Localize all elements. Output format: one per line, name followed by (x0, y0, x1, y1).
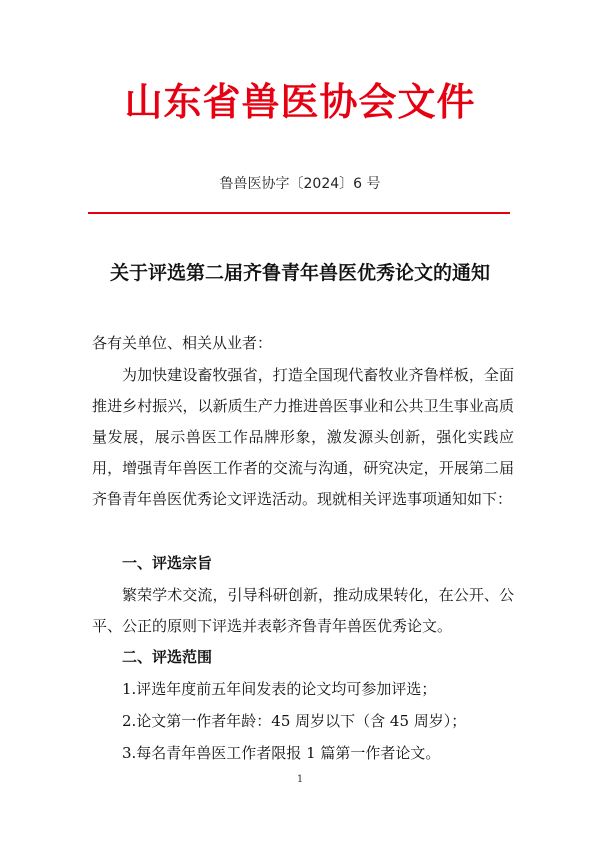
scope-item: 1.评选年度前五年间发表的论文均可参加评选； (122, 680, 437, 698)
section-heading-purpose: 一、评选宗旨 (122, 554, 213, 572)
org-file-title: 山东省兽医协会文件 (124, 79, 476, 124)
document-number: 鲁兽医协字〔2024〕6 号 (219, 176, 381, 192)
page-number: 1 (296, 774, 304, 785)
purpose-paragraph: 繁荣学术交流，引导科研创新，推动成果转化，在公开、公平、公正的原则下评选并表彰齐鲁青年兽医优秀论文。 (92, 586, 514, 635)
salutation: 各有关单位、相关从业者： (92, 334, 273, 352)
red-separator-line (88, 212, 510, 214)
scope-item: 3.每名青年兽医工作者限报 1 篇第一作者论文。 (122, 744, 441, 762)
scope-item: 2.论文第一作者年龄：45 周岁以下（含 45 周岁）； (122, 712, 467, 730)
intro-paragraph: 为加快建设畜牧强省，打造全国现代畜牧业齐鲁样板，全面推进乡村振兴，以新质生产力推进兽医事业和公共卫生事业高质量发展，展示兽医工作品牌形象，激发源头创新，强化实践应用，增强青年兽医工作者的交流与沟通，研究决定，开展第二届齐鲁青年兽医优秀论文评选活动。现就相关评选事项通知如下： (92, 366, 514, 508)
section-heading-scope: 二、评选范围 (122, 648, 213, 666)
notice-title: 关于评选第二届齐鲁青年兽医优秀论文的通知 (109, 262, 490, 284)
